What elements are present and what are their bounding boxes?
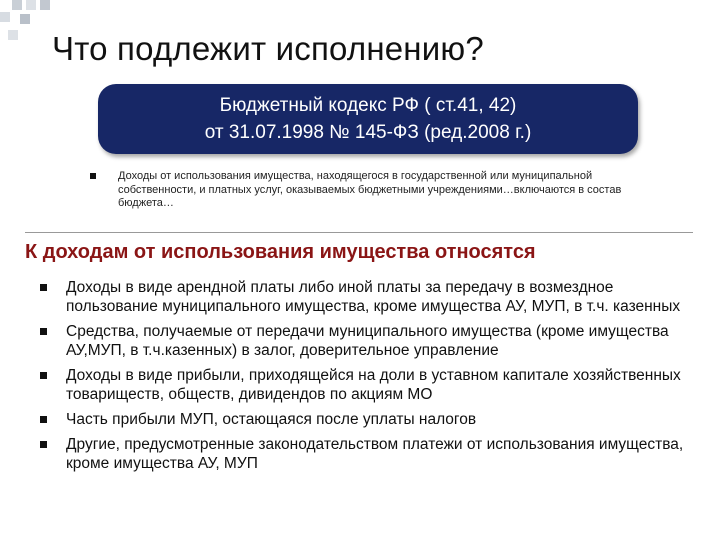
banner-line-1: Бюджетный кодекс РФ ( ст.41, 42): [219, 95, 517, 116]
list-item-text: Средства, получаемые от передачи муниципального имущества (кроме имущества АУ,МУП, в т.ч.казенных) в залог, доверительное управление: [66, 323, 669, 359]
list-item-text: Доходы в виде прибыли, приходящейся на доли в уставном капитале хозяйственных товариществ, обществ, дивидендов по акциям МО: [66, 367, 681, 403]
divider: [25, 232, 693, 233]
income-list: [40, 278, 690, 479]
banner-line-2: от 31.07.1998 № 145-ФЗ (ред.2008 г.): [204, 122, 532, 143]
deco-square: [26, 0, 36, 10]
bullet-icon: [40, 284, 47, 291]
law-banner: [98, 84, 638, 154]
deco-square: [12, 0, 22, 10]
note-text: Доходы от использования имущества, находящегося в государственной или муниципальной собственности, и платных услуг, оказываемых бюджетными учреждениями…включаются в состав бюджета…: [118, 170, 622, 209]
section-subheading: К доходам от использования имущества относятся: [25, 241, 536, 263]
list-item: [40, 410, 690, 429]
list-item: [40, 366, 690, 404]
deco-square: [8, 30, 18, 40]
list-item: [40, 278, 690, 316]
bullet-icon: [40, 416, 47, 423]
deco-square: [20, 14, 30, 24]
list-item-text: Часть прибыли МУП, остающаяся после уплаты налогов: [66, 411, 477, 428]
bullet-icon: [40, 328, 47, 335]
deco-square: [0, 12, 10, 22]
bullet-icon: [90, 173, 96, 179]
bullet-icon: [40, 372, 47, 379]
list-item: [40, 322, 690, 360]
list-item-text: Другие, предусмотренные законодательством платежи от использования имущества, кроме имущества АУ, МУП: [66, 436, 684, 472]
bullet-icon: [40, 441, 47, 448]
list-item: [40, 435, 690, 473]
slide-title: Что подлежит исполнению?: [52, 30, 484, 67]
deco-square: [40, 0, 50, 10]
list-item-text: Доходы в виде арендной платы либо иной платы за передачу в возмездное пользование муниципального имущества, кроме имущества АУ, МУП, в т.ч. казенных: [66, 279, 681, 315]
